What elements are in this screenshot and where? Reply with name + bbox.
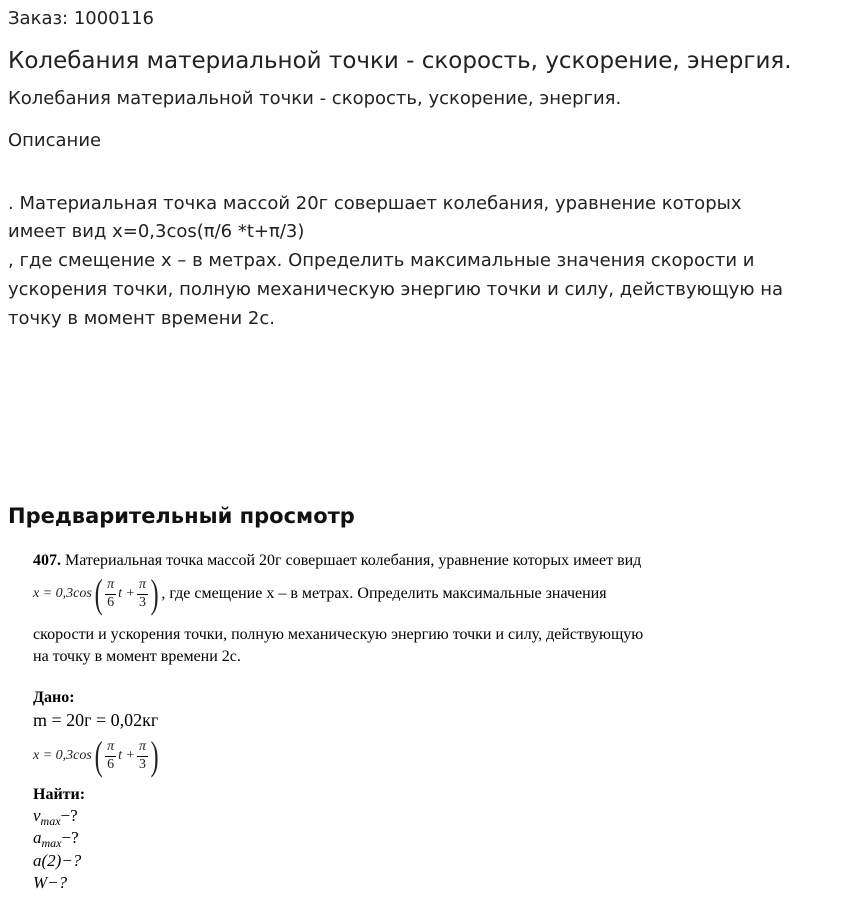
description-line: , где смещение x – в метрах. Определить максимальные значения скорости и [8,250,755,271]
left-paren-icon: ( [94,733,103,778]
formula-lhs: x = 0,3cos [33,748,92,763]
problem-number: 407. [33,552,61,569]
right-paren-icon: ) [150,733,159,778]
description-line: точку в момент времени 2с. [8,308,275,329]
left-paren-icon: ( [94,571,103,616]
find-amax: $a_{max}-$? [33,828,79,850]
preview-text: Материальная точка массой 20г совершает колебания, уравнение которых имеет вид [61,552,642,569]
description-line: имеет вид x=0,3cos(π/6 *t+π/3) [8,221,305,242]
preview-heading: Предварительный просмотр [8,504,355,528]
find-vmax: $v_{max}-$? [33,806,78,828]
page-title: Колебания материальной точки - скорость, ускорение, энергия. [8,48,792,74]
formula-lhs: x = 0,3cos [33,586,92,601]
equation-formula [33,571,607,616]
fraction-pi-3: $\frac{\pi}{3}$ [139,739,147,772]
fraction-pi-6: $\frac{\pi}{6}$ [107,739,115,772]
preview-line-4: на точку в момент времени 2с. [33,648,241,665]
given-label: Дано: [33,689,75,706]
preview-line-3: скорости и ускорения точки, полную механическую энергию точки и силу, действующую [33,626,644,643]
right-paren-icon: ) [150,571,159,616]
preview-line-2 [33,571,607,616]
given-mass: m = 20г = 0,02кг [33,710,159,730]
formula-mid: t + [118,586,136,601]
fraction-pi-6: $\frac{\pi}{6}$ [107,577,115,610]
find-w: W−? [33,873,68,892]
given-formula [33,733,161,778]
formula-mid: t + [118,748,136,763]
page-subtitle: Колебания материальной точки - скорость, ускорение, энергия. [8,88,622,109]
order-number: Заказ: 1000116 [8,8,154,29]
find-a2: a(2)−? [33,851,82,870]
description-heading: Описание [8,130,102,151]
description-line: ускорения точки, полную механическую энергию точки и силу, действующую на [8,279,783,300]
description-line: . Материальная точка массой 20г совершает колебания, уравнение которых [8,193,742,214]
preview-line-1 [33,552,641,570]
preview-text: , где смещение x – в метрах. Определить максимальные значения [161,585,607,602]
find-label: Найти: [33,786,86,803]
fraction-pi-3: $\frac{\pi}{3}$ [139,577,147,610]
